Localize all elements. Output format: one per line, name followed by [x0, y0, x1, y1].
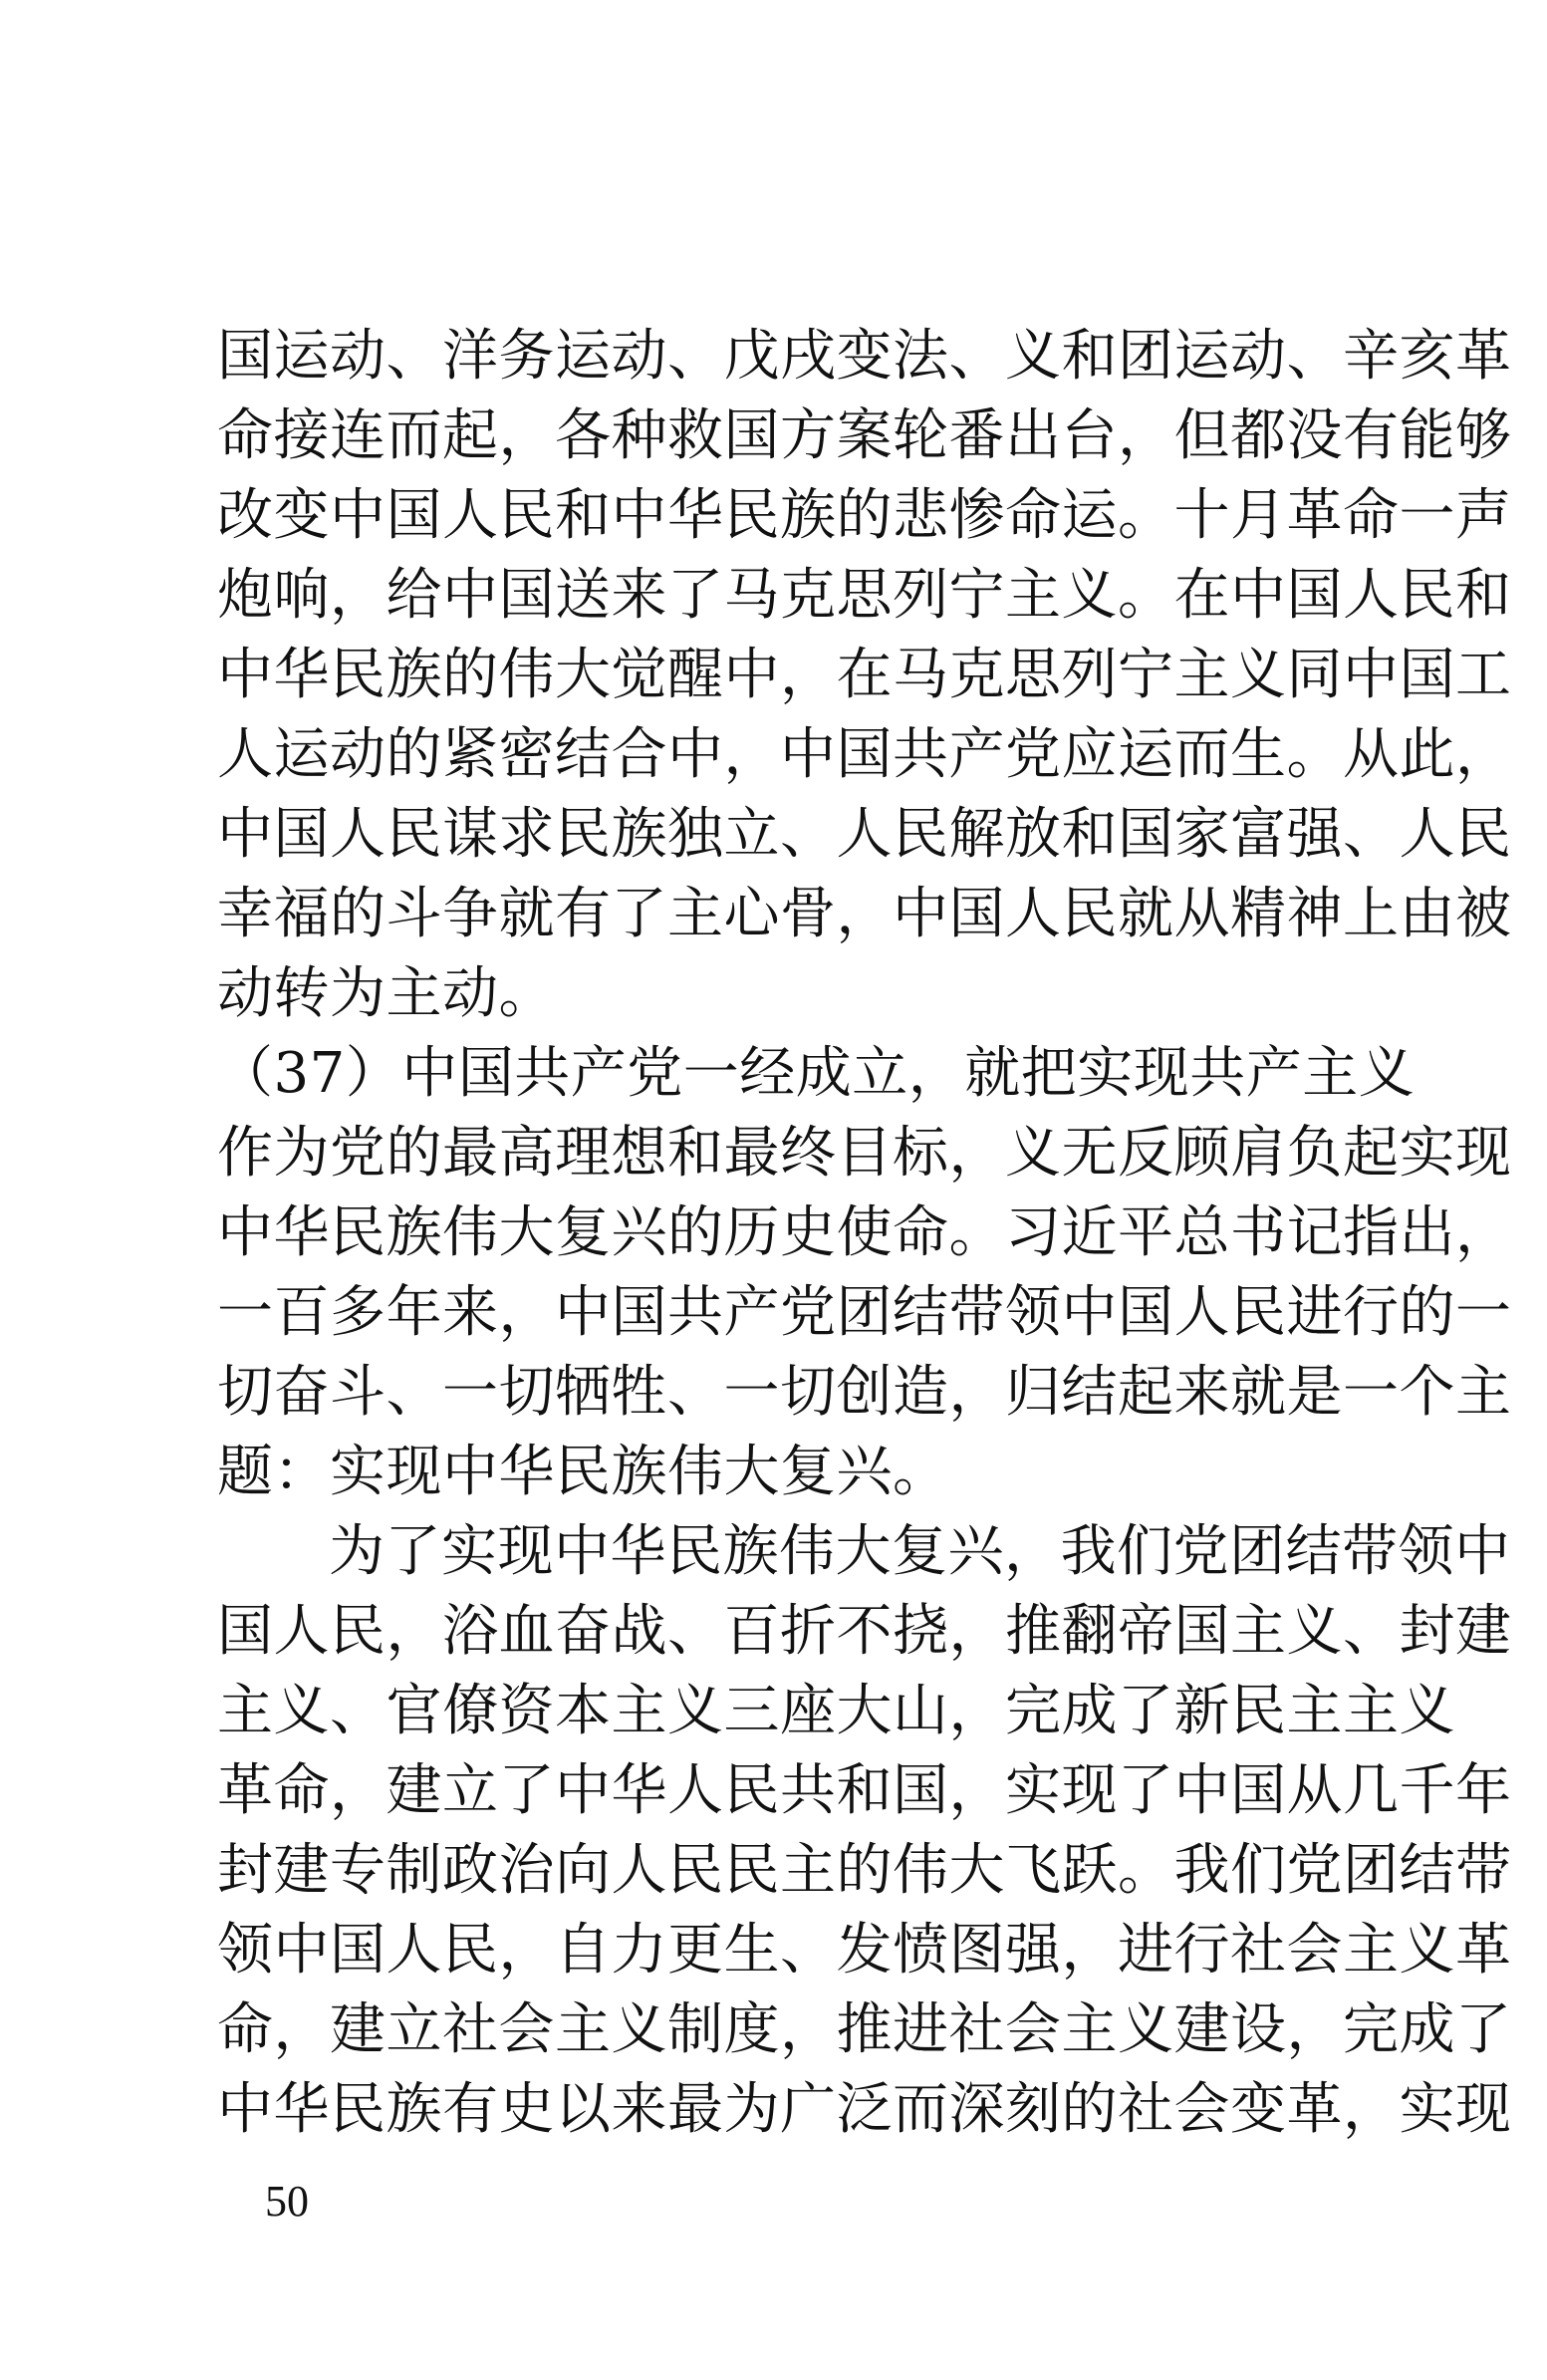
text-line: 一百多年来，中国共产党团结带领中国人民进行的一 — [217, 1280, 1512, 1345]
text-line: 炮响，给中国送来了马克思列宁主义。在中国人民和 — [217, 563, 1512, 628]
text-line: 幸福的斗争就有了主心骨，中国人民就从精神上由被 — [217, 882, 1512, 946]
text-line: 领中国人民，自力更生、发愤图强，进行社会主义革 — [217, 1918, 1512, 1983]
text-line: （37）中国共产党一经成立，就把实现共产主义 — [217, 1041, 1416, 1106]
text-line: 中华民族的伟大觉醒中，在马克思列宁主义同中国工 — [217, 643, 1512, 707]
text-line: 命，建立社会主义制度，推进社会主义建设，完成了 — [217, 1997, 1512, 2062]
text-line: 切奋斗、一切牺牲、一切创造，归结起来就是一个主 — [217, 1360, 1512, 1425]
text-line: 中华民族有史以来最为广泛而深刻的社会变革，实现 — [217, 2077, 1512, 2142]
text-line: 命接连而起，各种救国方案轮番出台，但都没有能够 — [217, 403, 1512, 468]
text-line: 国运动、洋务运动、戊戌变法、义和团运动、辛亥革 — [217, 324, 1512, 389]
text-line: 为了实现中华民族伟大复兴，我们党团结带领中 — [329, 1519, 1511, 1584]
text-line: 题：实现中华民族伟大复兴。 — [217, 1440, 949, 1504]
text-line: 人运动的紧密结合中，中国共产党应运而生。从此， — [217, 722, 1512, 787]
text-line: 国人民，浴血奋战、百折不挠，推翻帝国主义、封建 — [217, 1599, 1512, 1664]
text-line: 革命，建立了中华人民共和国，实现了中国从几千年 — [217, 1758, 1512, 1823]
text-line: 中华民族伟大复兴的历史使命。习近平总书记指出， — [217, 1200, 1512, 1265]
body-text — [217, 317, 1512, 2150]
text-line: 中国人民谋求民族独立、人民解放和国家富强、人民 — [217, 802, 1512, 867]
text-line: 改变中国人民和中华民族的悲惨命运。十月革命一声 — [217, 483, 1512, 548]
page-number: 50 — [265, 2177, 309, 2226]
text-line: 作为党的最高理想和最终目标，义无反顾肩负起实现 — [217, 1121, 1512, 1186]
text-line: 主义、官僚资本主义三座大山，完成了新民主主义 — [217, 1679, 1455, 1743]
text-line: 封建专制政治向人民民主的伟大飞跃。我们党团结带 — [217, 1838, 1512, 1903]
text-line: 动转为主动。 — [217, 961, 555, 1026]
